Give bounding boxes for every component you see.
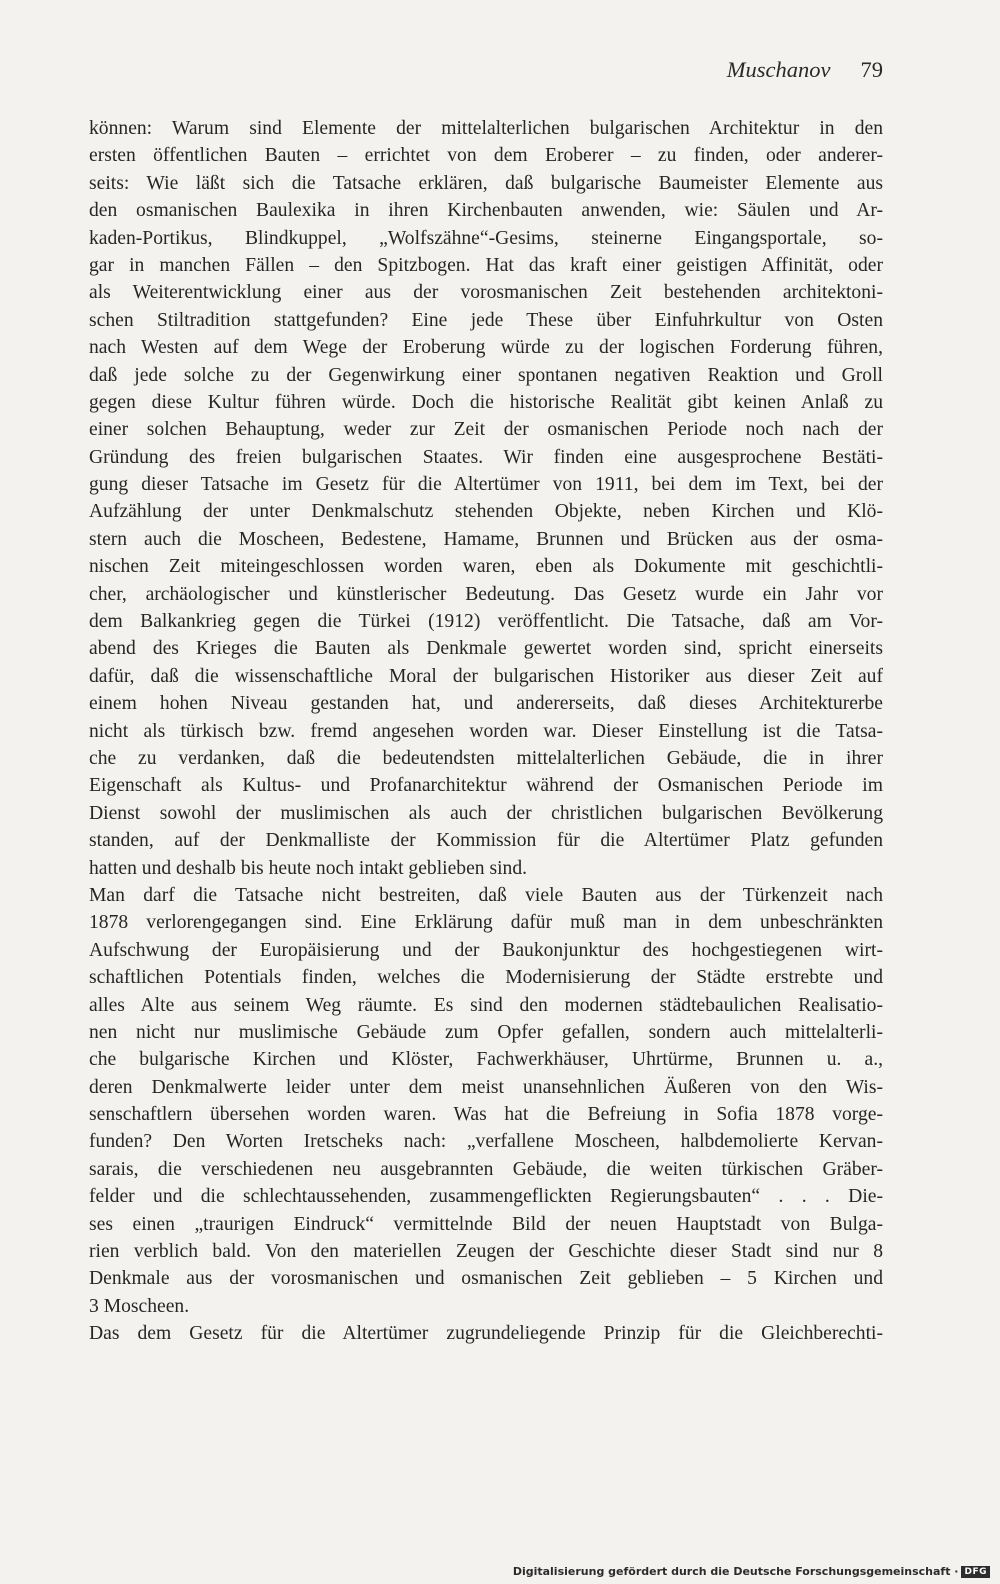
text-line: standen, auf der Denkmalliste der Kommission für die Altertümer Platz gefunden	[89, 830, 883, 852]
text-line: hatten und deshalb bis heute noch intakt geblieben sind.	[89, 857, 528, 879]
text-line: Man darf die Tatsache nicht bestreiten, daß viele Bauten aus der Türkenzeit nach	[89, 884, 883, 906]
text-line: abend des Krieges die Bauten als Denkmale gewertet worden sind, spricht einerseits	[89, 638, 883, 660]
text-line: gung dieser Tatsache im Gesetz für die Altertümer von 1911, bei dem im Text, bei der	[89, 474, 883, 496]
running-head-author: Muschanov	[726, 57, 831, 82]
text-line: Aufzählung der unter Denkmalschutz stehenden Objekte, neben Kirchen und Klö-	[89, 501, 883, 523]
text-line: ses einen „traurigen Eindruck“ vermittelnde Bild der neuen Hauptstadt von Bulga-	[89, 1213, 883, 1235]
text-line: alles Alte aus seinem Weg räumte. Es sind den modernen städtebaulichen Realisatio-	[89, 994, 883, 1016]
dfg-logo: DFG	[961, 1566, 990, 1578]
text-line: nach Westen auf dem Wege der Eroberung würde zu der logischen Forderung führen,	[89, 337, 883, 359]
text-line: daß jede solche zu der Gegenwirkung einer spontanen negativen Reaktion und Groll	[89, 364, 883, 386]
text-line: 1878 verlorengegangen sind. Eine Erklärung dafür muß man in dem unbeschränkten	[89, 912, 883, 934]
text-line: einer solchen Behauptung, weder zur Zeit der osmanischen Periode noch nach der	[89, 419, 883, 441]
text-line: seits: Wie läßt sich die Tatsache erklären, daß bulgarische Baumeister Elemente aus	[89, 172, 883, 194]
body-text	[89, 115, 883, 1348]
text-line: deren Denkmalwerte leider unter dem meist unansehnlichen Äußeren von den Wis-	[89, 1076, 883, 1098]
text-line: che zu verdanken, daß die bedeutendsten mittelalterlichen Gebäude, die in ihrer	[89, 747, 883, 769]
text-line: kaden-Portikus, Blindkuppel, „Wolfszähne“-Gesims, steinerne Eingangsportale, so-	[89, 227, 883, 249]
text-line: den osmanischen Baulexika in ihren Kirchenbauten anwenden, wie: Säulen und Ar-	[89, 200, 883, 222]
text-line: sarais, die verschiedenen neu ausgebrannten Gebäude, die weiten türkischen Gräber-	[89, 1158, 883, 1180]
text-line: einem hohen Niveau gestanden hat, und andererseits, daß dieses Architekturerbe	[89, 693, 883, 715]
page-number: 79	[860, 57, 883, 82]
text-line: nen nicht nur muslimische Gebäude zum Opfer gefallen, sondern auch mittelalterli-	[89, 1021, 883, 1043]
text-line: Aufschwung der Europäisierung und der Baukonjunktur des hochgestiegenen wirt-	[89, 939, 883, 961]
text-line: schen Stiltradition stattgefunden? Eine jede These über Einfuhrkultur von Osten	[89, 309, 883, 331]
running-head	[0, 57, 883, 83]
text-line: Gründung des freien bulgarischen Staates. Wir finden eine ausgesprochene Bestäti-	[89, 446, 883, 468]
text-line: rien verblich bald. Von den materiellen Zeugen der Geschichte dieser Stadt sind nur 8	[89, 1241, 883, 1263]
text-line: felder und die schlechtaussehenden, zusammengeflickten Regierungsbauten“ . . . Die-	[89, 1186, 883, 1208]
text-line: Eigenschaft als Kultus- und Profanarchitektur während der Osmanischen Periode im	[89, 775, 883, 797]
text-line: cher, archäologischer und künstlerischer Bedeutung. Das Gesetz wurde ein Jahr vor	[89, 583, 883, 605]
text-line: dafür, daß die wissenschaftliche Moral der bulgarischen Historiker aus dieser Zeit auf	[89, 665, 883, 687]
text-line: dem Balkankrieg gegen die Türkei (1912) veröffentlicht. Die Tatsache, daß am Vor-	[89, 611, 883, 633]
digitization-credit	[513, 1565, 990, 1578]
text-line: nicht als türkisch bzw. fremd angesehen worden war. Dieser Einstellung ist die Tatsa-	[89, 720, 883, 742]
text-line: Das dem Gesetz für die Altertümer zugrundeliegende Prinzip für die Gleichberechti-	[89, 1323, 883, 1345]
text-line: als Weiterentwicklung einer aus der vorosmanischen Zeit bestehenden architektoni-	[89, 282, 883, 304]
text-line: Denkmale aus der vorosmanischen und osmanischen Zeit geblieben – 5 Kirchen und	[89, 1268, 883, 1290]
text-line: stern auch die Moscheen, Bedestene, Hamame, Brunnen und Brücken aus der osma-	[89, 528, 883, 550]
text-line: schaftlichen Potentials finden, welches die Modernisierung der Städte erstrebte und	[89, 967, 883, 989]
text-line: ersten öffentlichen Bauten – errichtet von dem Eroberer – zu finden, oder anderer-	[89, 145, 883, 167]
digitization-credit-text: Digitalisierung gefördert durch die Deutsche Forschungsgemeinschaft ·	[512, 1565, 959, 1578]
text-line: nischen Zeit miteingeschlossen worden waren, eben als Dokumente mit geschichtli-	[89, 556, 883, 578]
text-line: gegen diese Kultur führen würde. Doch die historische Realität gibt keinen Anlaß zu	[89, 391, 883, 413]
text-line: können: Warum sind Elemente der mittelalterlichen bulgarischen Architektur in den	[89, 118, 883, 139]
text-line: che bulgarische Kirchen und Klöster, Fachwerkhäuser, Uhrtürme, Brunnen u. a.,	[89, 1049, 883, 1071]
text-line: 3 Moscheen.	[89, 1295, 190, 1317]
text-line: senschaftlern übersehen worden waren. Was hat die Befreiung in Sofia 1878 vorge-	[89, 1104, 883, 1126]
text-line: gar in manchen Fällen – den Spitzbogen. Hat das kraft einer geistigen Affinität, oder	[89, 254, 883, 276]
text-line: Dienst sowohl der muslimischen als auch der christlichen bulgarischen Bevölkerung	[89, 802, 883, 824]
text-line: funden? Den Worten Iretscheks nach: „verfallene Moscheen, halbdemolierte Kervan-	[89, 1131, 883, 1153]
